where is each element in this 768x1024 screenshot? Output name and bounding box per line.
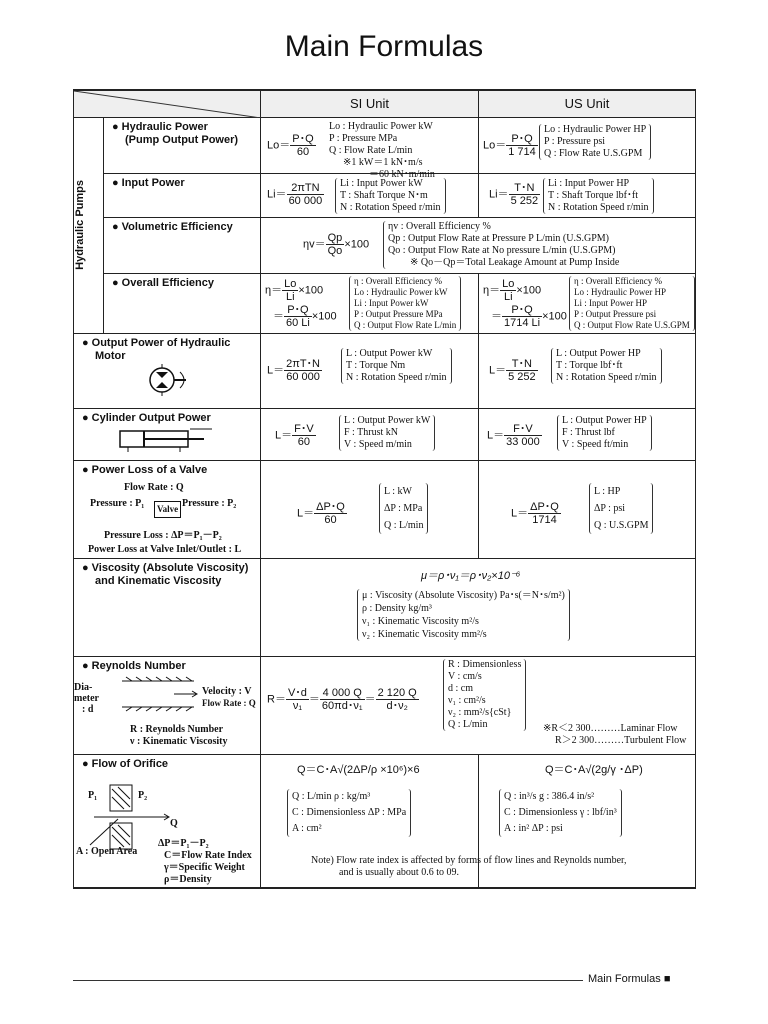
re-d: : d [82, 703, 94, 715]
reynolds-formula: R＝ $\frac{V･d}{\text{ν₁}}$ ＝ $\frac{4 000 Q}{\text{60πd･ν₁}}$ ＝ $\frac{2 120 Q}{\text{d･ν₂}}$ R : Dimensionless V : cm/s d : cm ν₁ : cm²/s ν₂ : mm²/s{cSt} Q : L/min ※R＜2 300………Laminar Flow R＞2 300………Turbulent Flow [261, 656, 696, 754]
of-rho: ρ＝Density [164, 873, 212, 885]
row-input-power [74, 173, 696, 217]
valve-box: Valve [154, 501, 181, 518]
of-p1: P₁ [88, 789, 98, 801]
row-orifice [74, 754, 696, 888]
cylinder-output-us: L＝ $\frac{F･V}{33 000}$ L : Output Power HP F : Thrust lbf V : Speed ft/min [479, 408, 696, 460]
pl-loss2-label: Power Loss at Valve Inlet/Outlet : L [88, 543, 242, 555]
re-nu-label: ν : Kinematic Viscosity [130, 735, 228, 747]
power-loss-label: ● Power Loss of a Valve Flow Rate : Q Pressure : P₁ Valve Pressure : P₂ Pressure Loss : ΔP＝P₁－P₂ Power Loss at Valve Inlet/Outlet : L [74, 460, 261, 558]
of-us-formula: Q＝C･A√(2g/γ ･ΔP) [545, 763, 643, 776]
us-unit-header: US Unit [479, 90, 696, 117]
cylinder-output-label: ● Cylinder Output Power [74, 408, 261, 460]
cy-si-vars: L : Output Power kW F : Thrust kN V : Speed m/min [339, 415, 435, 451]
re-velocity: Velocity : V [202, 685, 252, 697]
hydraulic-motor-icon [144, 362, 204, 398]
cylinder-output-si: L＝ $\frac{F･V}{60}$ L : Output Power kW F : Thrust kN V : Speed m/min [261, 408, 479, 460]
ve-vars: ηv : Overall Efficiency % Qp : Output Flow Rate at Pressure P L/min (U.S.GPM) Qo : Output Flow Rate at No pressure L/min (U.S.GPM) ※ Qo－Qp＝Total Leakage Amount at Pump Inside [383, 221, 623, 269]
ip-us-vars: Li : Input Power HP T : Shaft Torque lbf･ft N : Rotation Speed r/min [543, 178, 654, 214]
group-cell [74, 117, 104, 333]
power-loss-us: L＝ $\frac{\Delta P･Q}{1714}$ L : HP ΔP : psi Q : U.S.GPM [479, 460, 696, 558]
of-note1: Note) Flow rate index is affected by forms of flow lines and Reynolds number, [311, 854, 627, 866]
hydraulic-power-si: Lo＝ $\frac{P･Q}{60}$ Lo : Hydraulic Power kW P : Pressure MPa Q : Flow Rate L/min ※1 kW＝1 kN･m/s ＝60 kN･m/min [261, 117, 479, 173]
cylinder-icon [114, 427, 214, 453]
pl-us-vars: L : HP ΔP : psi Q : U.S.GPM [589, 483, 653, 534]
input-power-label: ● Input Power [104, 173, 261, 217]
of-c: C＝Flow Rate Index [164, 849, 252, 861]
row-hydraulic-power [74, 117, 696, 173]
orifice-label: ● Flow of Orifice P₁ P₂ Q A : Open Area ΔP＝P₁－P₂ C＝Flow Rate Index γ＝Specific Weight ρ＝Density [74, 754, 261, 888]
of-p2: P₂ [138, 789, 148, 801]
pl-p1-label: Pressure : P₁ [90, 497, 145, 509]
input-power-si: Li＝ $\frac{\text{2πTN}}{60 000}$ Li : Input Power kW T : Shaft Torque N･m N : Rotation Speed r/min [261, 173, 479, 217]
hp-us-vars: Lo : Hydraulic Power HP P : Pressure psi Q : Flow Rate U.S.GPM [539, 124, 651, 160]
viscosity-label: ● Viscosity (Absolute Viscosity) and Kinematic Viscosity [74, 558, 261, 656]
group-label: Hydraulic Pumps [74, 180, 86, 270]
re-r-label: R : Reynolds Number [130, 723, 224, 735]
om-us-vars: L : Output Power HP T : Torque lbf･ft N : Rotation Speed r/min [551, 348, 662, 384]
row-cylinder-output [74, 408, 696, 460]
pipe-diagram-icon [118, 675, 198, 715]
of-note2: and is usually about 0.6 to 09. [339, 866, 459, 878]
motor-output-si: L＝ $\frac{2\pi T･N}{60 000}$ L : Output Power kW T : Torque Nm N : Rotation Speed r/min [261, 333, 479, 408]
re-turbulent: R＞2 300………Turbulent Flow [555, 734, 687, 746]
re-meter: meter [74, 692, 99, 704]
hp-si-vars: Lo : Hydraulic Power kW P : Pressure MPa Q : Flow Rate L/min ※1 kW＝1 kN･m/s ＝60 kN･m/min [329, 120, 435, 180]
of-dp: ΔP＝P₁－P₂ [158, 837, 209, 849]
input-power-us: Li＝ $\frac{T･N}{5 252}$ Li : Input Power HP T : Shaft Torque lbf･ft N : Rotation Speed r/min [479, 173, 696, 217]
power-loss-si: L＝ $\frac{\Delta P･Q}{60}$ L : kW ΔP : MPa Q : L/min [261, 460, 479, 558]
cy-us-vars: L : Output Power HP F : Thrust lbf V : Speed ft/min [557, 415, 652, 451]
vi-vars: μ : Viscosity (Absolute Viscosity) Pa･s(＝N･s/m²) ρ : Density kg/m³ ν₁ : Kinematic Viscosity m²/s ν₂ : Kinematic Viscosity mm²/s [357, 589, 570, 641]
pl-si-vars: L : kW ΔP : MPa Q : L/min [379, 483, 428, 534]
re-vars: R : Dimensionless V : cm/s d : cm ν₁ : cm²/s ν₂ : mm²/s{cSt} Q : L/min [443, 659, 526, 731]
header-corner [74, 90, 261, 117]
pl-loss-label: Pressure Loss : ΔP＝P₁－P₂ [104, 529, 222, 541]
pl-p2-label: Pressure : P₂ [182, 497, 237, 509]
row-power-loss [74, 460, 696, 558]
overall-efficiency-label: ● Overall Efficiency [104, 273, 261, 333]
row-reynolds [74, 656, 696, 754]
motor-output-us: L＝ $\frac{T･N}{5 252}$ L : Output Power HP T : Torque lbf･ft N : Rotation Speed r/min [479, 333, 696, 408]
oe-si-vars: η : Overall Efficiency % Lo : Hydraulic Power kW Li : Input Power kW P : Output Pressure MPa Q : Output Flow Rate L/min [349, 276, 461, 331]
motor-output-label: ● Output Power of Hydraulic Motor [74, 333, 261, 408]
ip-si-vars: Li : Input Power kW T : Shaft Torque N･m N : Rotation Speed r/min [335, 178, 446, 214]
page-title: Main Formulas [284, 30, 484, 63]
oe-us-vars: η : Overall Efficiency % Lo : Hydraulic Power HP Li : Input Power HP P : Output Pressure psi Q : Output Flow Rate U.S.GPM [569, 276, 695, 331]
of-g: γ＝Specific Weight [164, 861, 245, 873]
of-us-vars: Q : in³/s g : 386.4 in/s² C : Dimensionless γ : lbf/in³ A : in² ΔP : psi [499, 789, 622, 837]
pl-flow-label: Flow Rate : Q [124, 481, 184, 493]
overall-efficiency-us: η＝ $\frac{Lo}{Li}$ ×100 ＝ $\frac{P･Q}{1714 Li}$ ×100 η : Overall Efficiency % Lo : Hydraulic Power HP Li : Input Power HP P : Output Pressure psi Q : Output Flow Rate U.S.GPM [479, 273, 696, 333]
si-unit-header: SI Unit [261, 90, 479, 117]
of-q: Q [170, 817, 178, 829]
of-si-formula: Q＝C･A√(2ΔP/ρ ×10⁶)×6 [297, 763, 420, 776]
formula-table [73, 89, 696, 889]
of-area: A : Open Area [76, 845, 138, 857]
footer-rule [73, 980, 583, 981]
hydraulic-power-label: ● Hydraulic Power (Pump Output Power) [104, 117, 261, 173]
row-overall-efficiency [74, 273, 696, 333]
square-icon: ■ [663, 973, 671, 985]
overall-efficiency-si: η＝ $\frac{Lo}{Li}$ ×100 ＝ $\frac{P･Q}{60 Li}$ ×100 η : Overall Efficiency % Lo : Hydraulic Power kW Li : Input Power kW P : Output Pressure MPa Q : Output Flow Rate L/min [261, 273, 479, 333]
re-laminar: ※R＜2 300………Laminar Flow [543, 722, 678, 734]
reynolds-label: ● Reynolds Number Dia- meter : d Velocity : V Flow Rate : Q R : Reynolds Number ν : Kinematic Viscosity [74, 656, 261, 754]
table-header [74, 90, 696, 117]
viscosity-equation: μ＝ρ･ν₁＝ρ･ν₂×10⁻⁶ [421, 569, 521, 582]
footer-label: Main Formulas ■ [588, 973, 671, 985]
volumetric-efficiency-label: ● Volumetric Efficiency [104, 217, 261, 273]
re-dia: Dia- [74, 681, 93, 693]
hydraulic-power-us: Lo＝ $\frac{P･Q}{1 714}$ Lo : Hydraulic Power HP P : Pressure psi Q : Flow Rate U.S.GPM [479, 117, 696, 173]
re-flowrate: Flow Rate : Q [202, 697, 256, 708]
viscosity-formula [261, 558, 696, 656]
row-viscosity [74, 558, 696, 656]
of-si-vars: Q : L/min ρ : kg/m³ C : Dimensionless ΔP : MPa A : cm² [287, 789, 411, 837]
row-volumetric-efficiency [74, 217, 696, 273]
row-motor-output [74, 333, 696, 408]
om-si-vars: L : Output Power kW T : Torque Nm N : Rotation Speed r/min [341, 348, 452, 384]
volumetric-efficiency-formula: ηv＝ $\frac{Qp}{Qo}$ ×100 ηv : Overall Efficiency % Qp : Output Flow Rate at Pressure P L/min (U.S.GPM) Qo : Output Flow Rate at No pressure L/min (U.S.GPM) ※ Qo－Qp＝Total Leakage Amount at Pump Inside [261, 217, 696, 273]
